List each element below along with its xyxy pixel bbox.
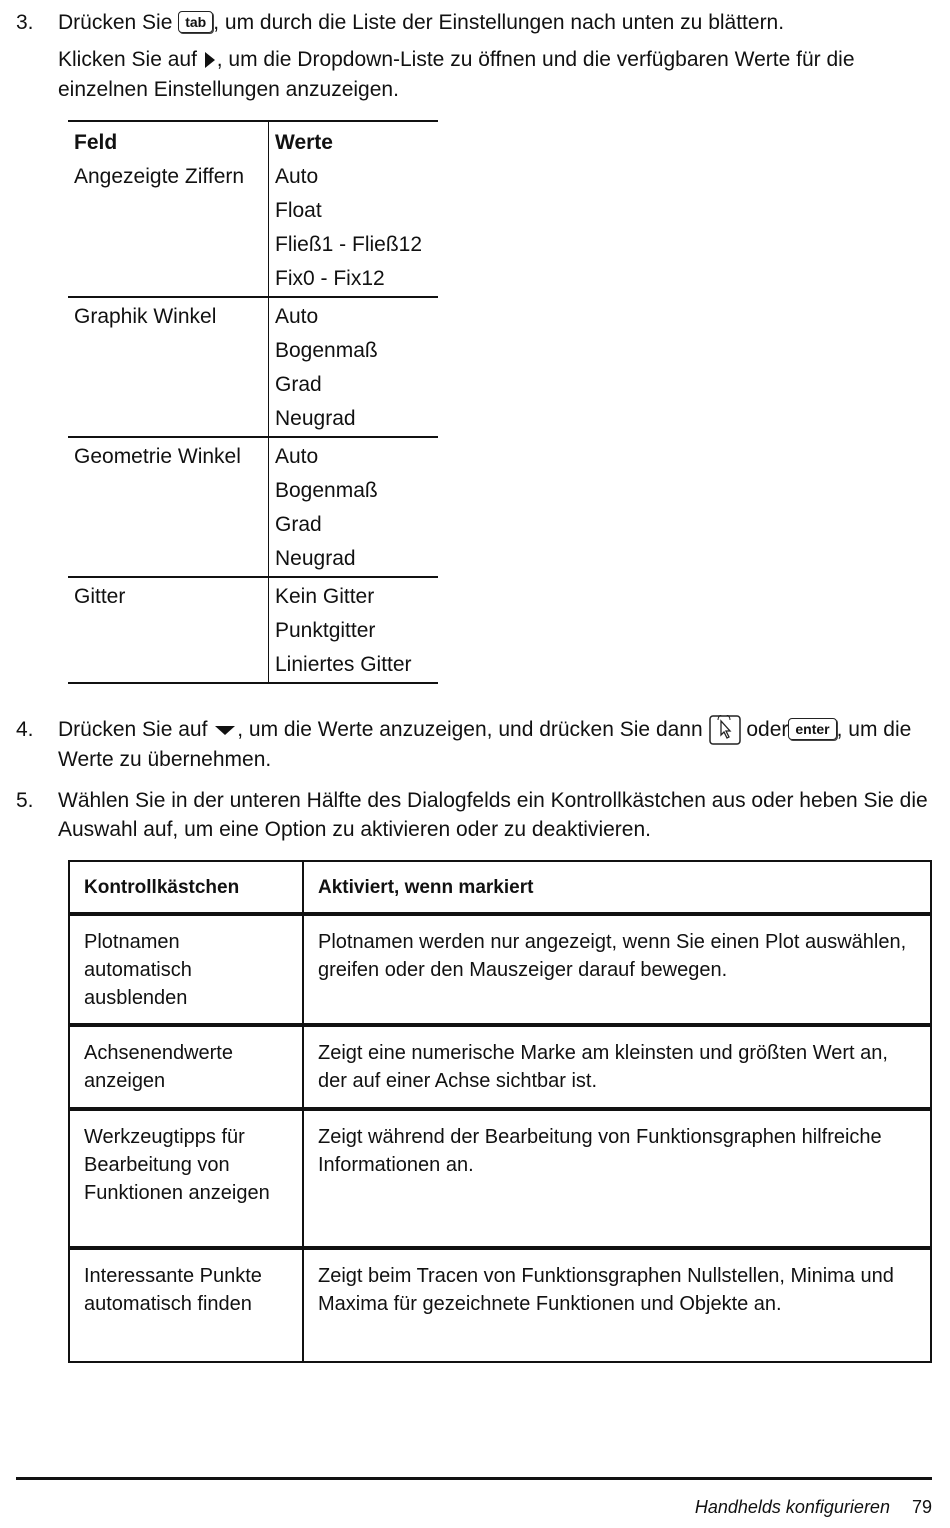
value-item: Neugrad xyxy=(275,407,356,430)
step-4-text-c: oder xyxy=(740,718,789,741)
step-4-text-b: , um die Werte anzuzeigen, und drücken Sie dann xyxy=(237,718,709,741)
value-item: Grad xyxy=(275,373,322,396)
checkbox-description-cell: Zeigt eine numerische Marke am kleinsten und größten Wert an, der auf einer Achse sichtbar ist. xyxy=(303,1025,931,1109)
step-3-text-a: Drücken Sie xyxy=(58,11,179,34)
settings-values-table xyxy=(68,120,438,684)
step-4-text-d: , um die Werte zu übernehmen. xyxy=(58,718,912,772)
table-row xyxy=(69,1109,931,1248)
value-item: Punktgitter xyxy=(275,619,376,642)
value-item: Bogenmaß xyxy=(275,339,378,362)
field-cell: Angezeigte Ziffern xyxy=(68,160,269,297)
value-item: Fließ1 - Fließ12 xyxy=(275,233,423,256)
checkbox-name-cell: Interessante Punkte automatisch finden xyxy=(69,1248,303,1362)
values-cell xyxy=(269,577,439,683)
tab-key: tab xyxy=(178,11,213,33)
table-row xyxy=(68,437,438,577)
step-4-body xyxy=(58,715,935,775)
footer-rule xyxy=(16,1477,932,1480)
step-3-text-b: , um durch die Liste der Einstellungen nach unten zu blättern. xyxy=(213,11,785,34)
header-enabled: Aktiviert, wenn markiert xyxy=(303,861,931,914)
page-number: 79 xyxy=(911,1497,932,1517)
step-3-body xyxy=(58,8,935,105)
checkbox-name-cell: Werkzeugtipps für Bearbeitung von Funktionen anzeigen xyxy=(69,1109,303,1248)
values-cell xyxy=(269,437,439,577)
value-item: Neugrad xyxy=(275,547,356,570)
checkbox-description-cell: Plotnamen werden nur angezeigt, wenn Sie einen Plot auswählen, greifen oder den Mauszeiger darauf bewegen. xyxy=(303,914,931,1025)
field-cell: Geometrie Winkel xyxy=(68,437,269,577)
header-field: Feld xyxy=(68,121,269,160)
down-arrow-icon xyxy=(213,723,237,737)
table-row xyxy=(69,1025,931,1109)
value-item: Liniertes Gitter xyxy=(275,653,412,676)
step-number: 3. xyxy=(16,11,34,34)
header-values: Werte xyxy=(269,121,439,160)
checkbox-name-cell: Achsenendwerte anzeigen xyxy=(69,1025,303,1109)
step-3-text-c: Klicken Sie auf xyxy=(58,48,203,71)
step-3-text-d: , um die Dropdown-Liste zu öffnen und die verfügbaren Werte für die einzelnen Einstellungen anzuzeigen. xyxy=(58,48,855,101)
table-row xyxy=(68,577,438,683)
table-header-row xyxy=(69,861,931,914)
field-cell: Gitter xyxy=(68,577,269,683)
field-cell: Graphik Winkel xyxy=(68,297,269,437)
value-item: Fix0 - Fix12 xyxy=(275,267,385,290)
checkbox-name-cell: Plotnamen automatisch ausblenden xyxy=(69,914,303,1025)
value-item: Float xyxy=(275,199,322,222)
footer-title: Handhelds konfigurieren xyxy=(694,1497,890,1517)
checkbox-description-cell: Zeigt beim Tracen von Funktionsgraphen Nullstellen, Minima und Maxima für gezeichnete Funktionen und Objekte an. xyxy=(303,1248,931,1362)
value-item: Auto xyxy=(275,305,319,328)
right-arrow-icon xyxy=(203,50,217,70)
step-5-text: Wählen Sie in der unteren Hälfte des Dialogfelds ein Kontrollkästchen aus oder heben Sie die Auswahl auf, um eine Option zu aktivieren oder zu deaktivieren. xyxy=(58,789,928,841)
values-cell xyxy=(269,297,439,437)
table-row xyxy=(68,160,438,297)
step-3-line-2 xyxy=(58,45,935,105)
table-row xyxy=(68,297,438,437)
value-item: Auto xyxy=(275,165,319,188)
step-3-line-1 xyxy=(58,8,935,38)
enter-key: enter xyxy=(788,718,836,740)
table-row xyxy=(69,1248,931,1362)
value-item: Grad xyxy=(275,513,322,536)
header-checkbox: Kontrollkästchen xyxy=(69,861,303,914)
step-number: 5. xyxy=(16,789,34,812)
values-cell xyxy=(269,160,439,297)
checkbox-description-cell: Zeigt während der Bearbeitung von Funktionsgraphen hilfreiche Informationen an. xyxy=(303,1109,931,1248)
value-item: Kein Gitter xyxy=(275,585,375,608)
step-number: 4. xyxy=(16,718,34,741)
value-item: Auto xyxy=(275,445,319,468)
table-row xyxy=(69,914,931,1025)
step-4-text-a: Drücken Sie auf xyxy=(58,718,214,741)
table-header-row xyxy=(68,121,438,160)
click-key-icon xyxy=(709,715,741,745)
page-footer xyxy=(695,1492,932,1522)
checkbox-table xyxy=(68,860,932,1363)
value-item: Bogenmaß xyxy=(275,479,378,502)
